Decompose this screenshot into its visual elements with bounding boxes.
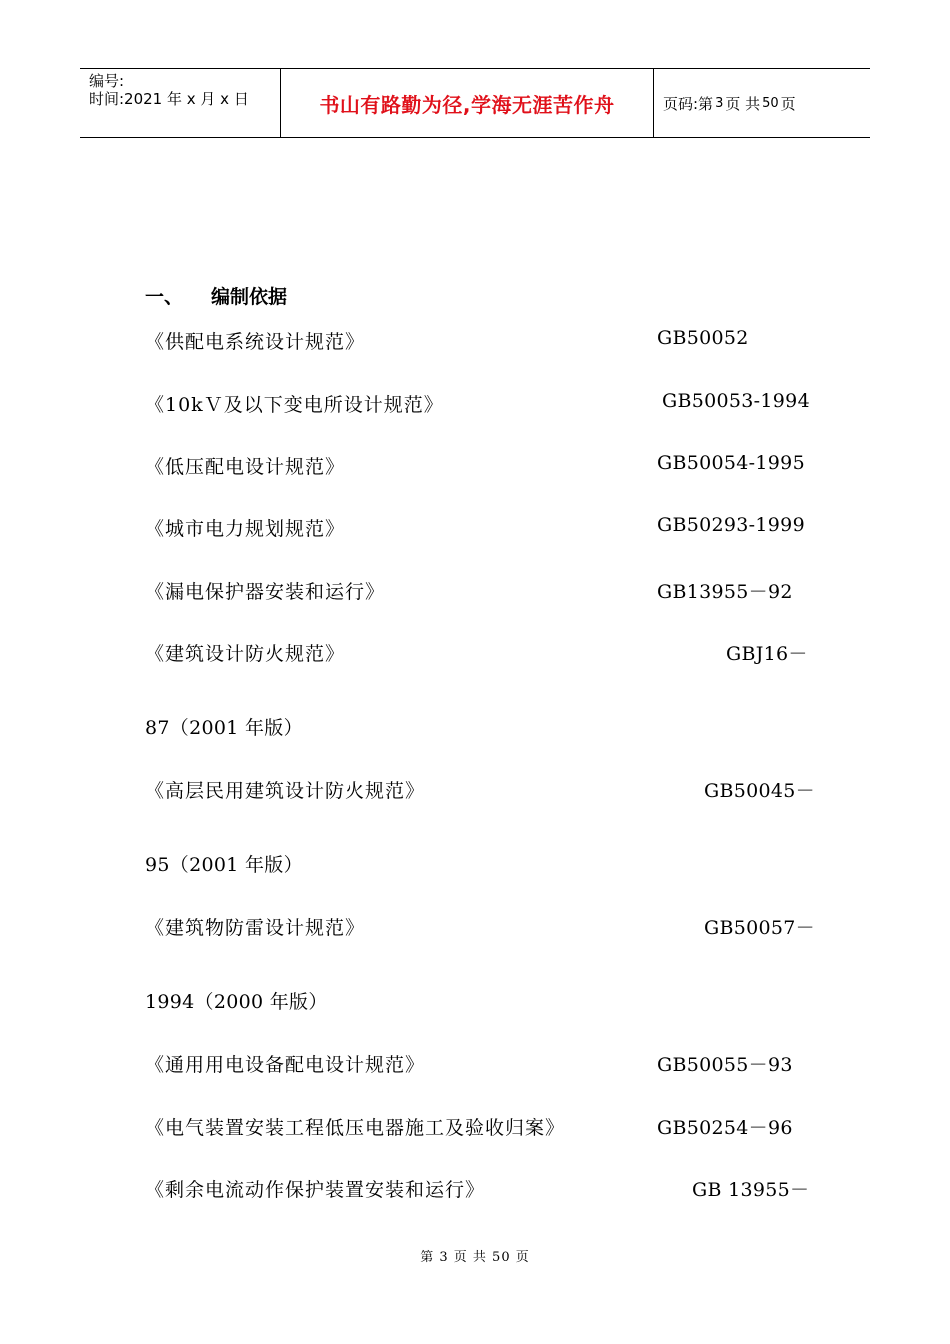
reference-name: 《城市电力规划规范》 [145,518,346,540]
reference-code: GB50057－ [704,917,815,939]
reference-code-continuation: 95（2001 年版） [145,854,303,876]
reference-code: GB50045－ [704,780,815,802]
reference-code: GBJ16－ [726,643,808,665]
reference-name: 《建筑物防雷设计规范》 [145,917,366,939]
header-motto: 书山有路勤为径,学海无涯苦作舟 [281,69,654,137]
header-info-cell [80,69,281,137]
reference-code: GB50293-1999 [657,514,805,536]
section-number: 一、 [145,286,184,308]
reference-code-continuation: 87（2001 年版） [145,717,303,739]
reference-code: GB50055－93 [657,1054,793,1076]
reference-code: GB13955－92 [657,581,793,603]
section-title: 编制依据 [211,286,288,308]
reference-code: GB50052 [657,327,749,349]
reference-name: 《高层民用建筑设计防火规范》 [145,780,426,802]
reference-name: 《电气装置安装工程低压电器施工及验收归案》 [145,1117,566,1139]
reference-name: 《通用用电设备配电设计规范》 [145,1054,426,1076]
reference-name: 《剩余电流动作保护装置安装和运行》 [145,1179,486,1201]
reference-name: 《供配电系统设计规范》 [145,331,366,353]
reference-code: GB50054-1995 [657,452,805,474]
reference-code-continuation: 1994（2000 年版） [145,991,328,1013]
page-label-suffix: 页 [780,94,796,113]
reference-name: 《10kＶ及以下变电所设计规范》 [145,394,444,416]
reference-name: 《漏电保护器安装和运行》 [145,581,386,603]
page-label-prefix: 页码:第 [663,94,714,113]
page-footer: 第 3 页 共 50 页 [420,1250,530,1265]
document-date: 时间:2021 年 x 月 x 日 [89,90,249,108]
document-number-label: 编号: [89,72,125,90]
page-label-mid: 页 共 [725,94,761,113]
reference-code: GB50053-1994 [662,390,810,412]
page-current: 3 [715,95,724,111]
section-heading [145,282,287,309]
reference-code: GB 13955－ [692,1179,810,1201]
reference-name: 《建筑设计防火规范》 [145,643,346,665]
page-total: 50 [762,95,779,111]
reference-code: GB50254－96 [657,1117,793,1139]
header-page-info [654,69,870,137]
page-header [80,68,870,138]
reference-name: 《低压配电设计规范》 [145,456,346,478]
